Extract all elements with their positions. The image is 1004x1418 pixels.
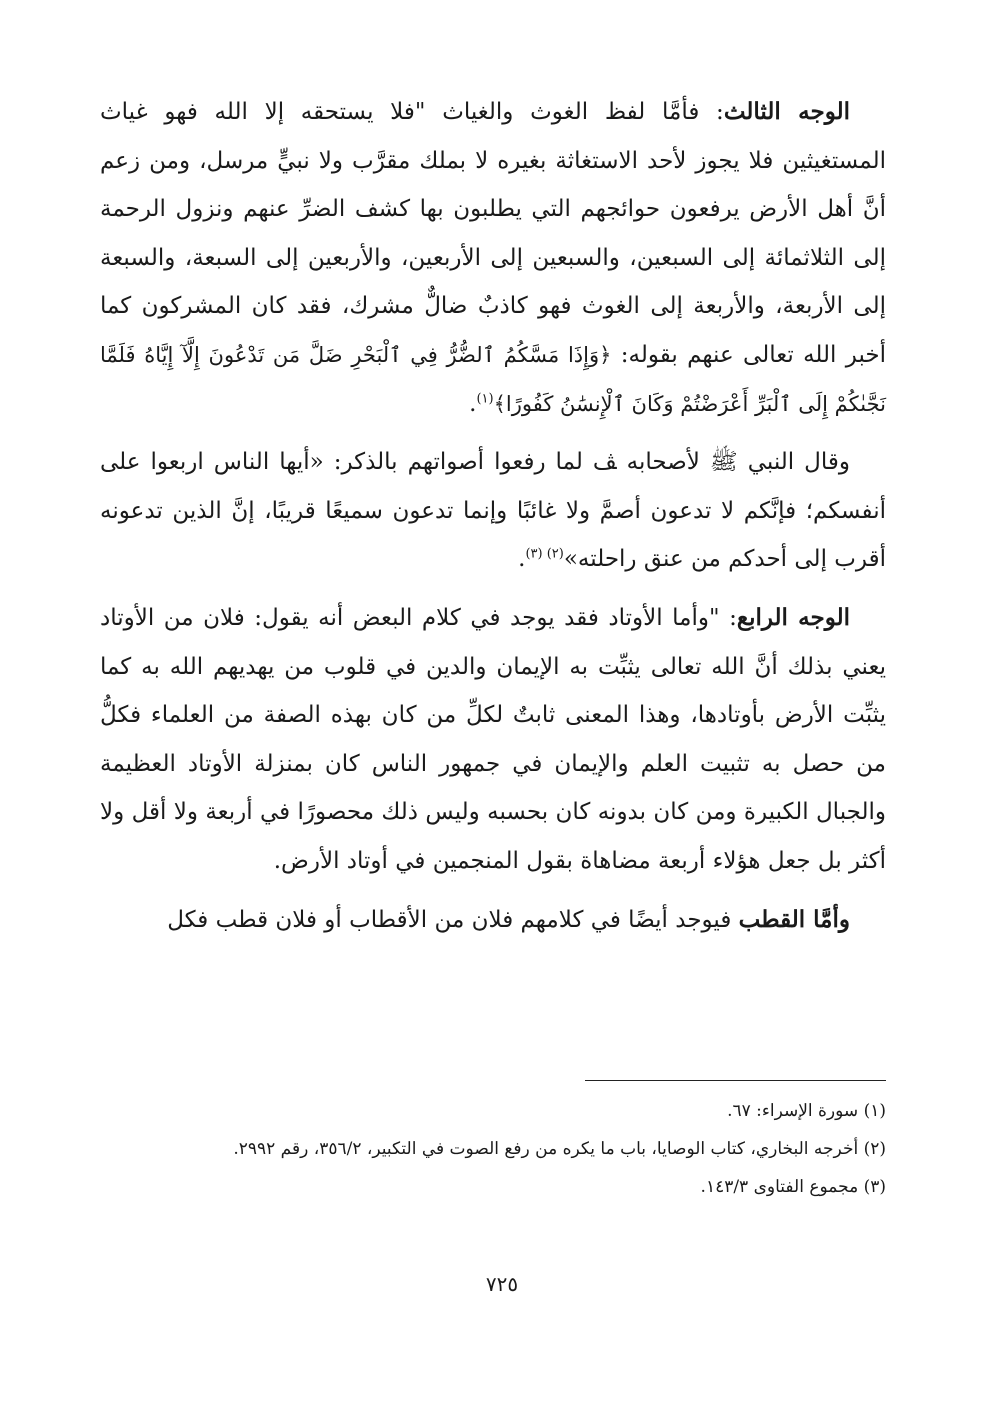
main-text — [100, 88, 886, 954]
paragraph-third-aspect-text: : فأمَّا لفظ الغوث والغياث "فلا يستحقه إلا الله فهو غياث المستغيثين فلا يجوز لأحد الاستغاثة بغيره لا بملك مقرَّب ولا نبيٍّ مرسل، ومن زعم أنَّ أهل الأرض يرفعون حوائجهم التي يطلبون بها كشف الضرِّ عنهم ونزول الرحمة إلى الثلاثمائة إلى السبعين، والسبعين إلى الأربعين، والأربعين إلى السبعة، والسبعة إلى الأربعة، والأربعة إلى الغوث فهو كاذبٌ ضالٌّ مشرك، فقد كان المشركون كما أخبر الله تعالى عنهم بقوله: — [100, 99, 886, 368]
heading-fourth-aspect: الوجه الرابع — [736, 603, 850, 631]
paragraph-hadith — [100, 438, 886, 584]
page-number: ٧٢٥ — [485, 1272, 519, 1296]
footnote-ref-1: (١) — [476, 390, 494, 406]
paragraph-third-aspect-end: . — [469, 390, 477, 417]
footnotes — [100, 1092, 886, 1206]
footnote-2: (٢) أخرجه البخاري، كتاب الوصايا، باب ما يكره من رفع الصوت في التكبير، ٣٥٦/٢، رقم ٢٩٩٢. — [233, 1139, 886, 1159]
footnote-ref-2-3: (٢) (٣) — [525, 546, 564, 562]
paragraph-hadith-text: وقال النبي ﷺ لأصحابه ﭫ لما رفعوا أصواتهم بالذكر: «أيها الناس اربعوا على أنفسكم؛ فإنَّكم لا تدعون أصمَّ ولا غائبًا وإنما تدعون سميعًا قريبًا، إنَّ الذين تدعونه أقرب إلى أحدكم من عنق راحلته» — [100, 449, 886, 573]
paragraph-fourth-aspect-text: : "وأما الأوتاد فقد يوجد في كلام البعض أنه يقول: فلان من الأوتاد يعني بذلك أنَّ الله تعالى يثبِّت به الإيمان والدين في قلوب من يهديهم الله به كما يثبِّت الأرض بأوتادها، وهذا المعنى ثابتٌ لكلِّ من كان بهذه الصفة من العلماء فكلُّ من حصل به تثبيت العلم والإيمان في جمهور الناس كان بمنزلة الأوتاد العظيمة والجبال الكبيرة ومن كان بدونه كان بحسبه وليس ذلك محصورًا في أربعة ولا أقل ولا أكثر بل جعل هؤلاء أربعة مضاهاة بقول المنجمين في أوتاد الأرض. — [100, 604, 886, 874]
footnote-divider — [585, 1080, 886, 1081]
heading-qutb: وأمَّا القطب — [738, 905, 850, 933]
footnote-3: (٣) مجموع الفتاوى ١٤٣/٣. — [700, 1177, 886, 1197]
paragraph-third-aspect — [100, 88, 886, 428]
quran-verse: ﴿وَإِذَا مَسَّكُمُ ٱلضُّرُّ فِي ٱلْبَحْرِ ضَلَّ مَن تَدْعُونَ إِلَّآ إِيَّاهُ فَلَمَّا نَجَّىٰكُمْ إِلَى ٱلْبَرِّ أَعْرَضْتُمْ وَكَانَ ٱلْإِنسَٰنُ كَفُورًا﴾ — [100, 342, 886, 416]
paragraph-qutb-text: فيوجد أيضًا في كلامهم فلان من الأقطاب أو فلان قطب فكل — [167, 906, 739, 933]
footnote-1: (١) سورة الإسراء: ٦٧. — [727, 1101, 886, 1121]
paragraph-qutb — [100, 896, 886, 945]
paragraph-fourth-aspect — [100, 594, 886, 886]
paragraph-hadith-end: . — [518, 546, 526, 573]
heading-third-aspect: الوجه الثالث — [723, 98, 850, 125]
